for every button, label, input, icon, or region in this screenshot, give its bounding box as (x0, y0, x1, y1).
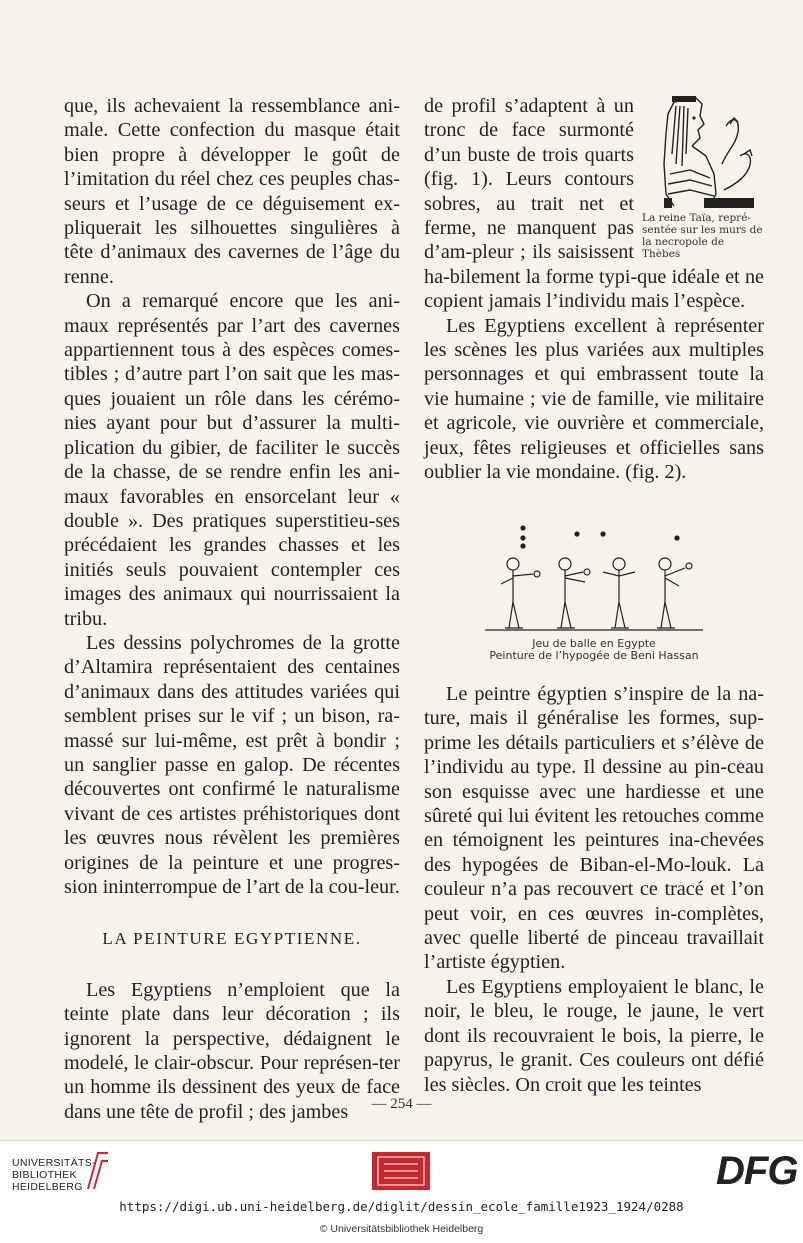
library-logo-icon (84, 1149, 112, 1193)
ball-game-illustration (479, 512, 709, 634)
copyright-notice: © Universitätsbibliothek Heidelberg (319, 1223, 484, 1235)
right-column-top (424, 94, 764, 485)
library-name-line: BIBLIOTHEK (12, 1169, 77, 1181)
figure-queen-taia (642, 94, 764, 260)
figure-ball-game (424, 512, 764, 662)
left-column (64, 94, 400, 1124)
paragraph: Les dessins polychromes de la grotte d’Altamira représentaient des centaines d’animaux dans des attitudes variées qui semblent prises sur le vif ; un bison, ra-massé sur lui-même, est prêt à bondir ; un sanglier passe en galop. De récentes découvertes ont confirmé le naturalisme vivant de ces artistes préhistoriques dont les œuvres nous révèlent les premières origines de la peinture et une progres-sion ininterrompue de l’art de la cou-leur. (64, 631, 400, 898)
right-column-bottom (424, 682, 764, 1097)
page-number: — 254 — (371, 1096, 432, 1112)
dfg-logo: DFG (716, 1149, 798, 1193)
paragraph: Le peintre égyptien s’inspire de la na-ture, mais il généralise les formes, sup-prime les détails particuliers et s’élève de l’individu au type. Il dessine au pin-ceau son esquisse avec une hardiesse et une sûreté qui lui évitent les retouches comme en témoignent les peintures ina-chevées des hypogées de Biban-el-Mo-louk. La couleur n’a pas recouvert ce tracé et l’on peut voir, en ces œuvres in-complètes, avec quelle liberté de pinceau travaillait l’artiste égyptien. (424, 683, 764, 974)
project-logo-icon (372, 1152, 430, 1190)
source-url-link[interactable]: https://digi.ub.uni-heidelberg.de/diglit/dessin_ecole_famille1923_1924/0288 (119, 1199, 684, 1214)
library-name-line: UNIVERSITÄTS- (12, 1157, 96, 1169)
paragraph: Les Egyptiens n’emploient que la teinte plate dans leur décoration ; ils ignorent la perspective, dédaignent le modelé, le clair-obscur. Pour représen-ter un homme ils dessinent des yeux de face dans une tête de profil ; des jambes (64, 978, 400, 1123)
figure-caption: La reine Taïa, repré-sentée sur les murs de la necropole de Thèbes (642, 212, 763, 260)
paragraph: On a remarqué encore que les ani-maux représentés par l’art des cavernes appartiennent tous à des espèces comes-tibles ; d’autre part l’on sait que les mas-ques jouaient un rôle dans les cérémo-nies ayant pour but d’assurer la multi-plication du gibier, de faciliter le succès de la chasse, de se rendre enfin les ani-maux favorables en ensorcelant leur « double ». Des pratiques superstitieu-ses précédaient les grandes chasses et les initiés seuls pouvaient contempler ces images des animaux qui nourrissaient la tribu. (64, 290, 400, 630)
viewer-footer (0, 1140, 803, 1243)
library-name-line: HEIDELBERG (12, 1181, 83, 1193)
section-heading: LA PEINTURE EGYPTIENNE. (102, 929, 362, 949)
paragraph: Les Egyptiens employaient le blanc, le noir, le bleu, le rouge, le jaune, le vert dont ils recouvraient le bois, la pierre, le papyrus, le granit. Ces couleurs ont défié les siècles. On croit que les teintes (424, 975, 764, 1096)
paragraph: Les Egyptiens excellent à représenter les scènes les plus variées aux multiples personnages et qui embrassent toute la vie humaine ; vie de famille, vie militaire et agricole, vie ouvrière et commerciale, jeux, fêtes religieuses et officielles sans oublier la vie mondaine. (fig. 2). (424, 314, 764, 484)
paragraph: de profil s’adaptent à un tronc de face surmonté d’un buste de trois quarts (fig. 1). Leurs contours sobres, au trait net et ferme, ne manquent pas d’am-pleur ; ils saisissent ha-bilement la forme typi-que idéale et ne copient jamais l’individu mais l’espèce. (424, 95, 764, 313)
queen-taia-illustration (644, 94, 762, 210)
paragraph: que, ils achevaient la ressemblance ani-male. Cette confection du masque était bien propre à développer le goût de l’imitation du réel chez ces peuples chas-seurs et l’usage de ce déguisement ex-pliquerait les silhouettes singulières à tête d’animaux des cavernes de l’âge du renne. (64, 95, 400, 288)
figure-caption-source: Peinture de l’hypogée de Beni Hassan (489, 649, 699, 662)
figure-caption-title: Jeu de balle en Egypte (532, 637, 656, 650)
